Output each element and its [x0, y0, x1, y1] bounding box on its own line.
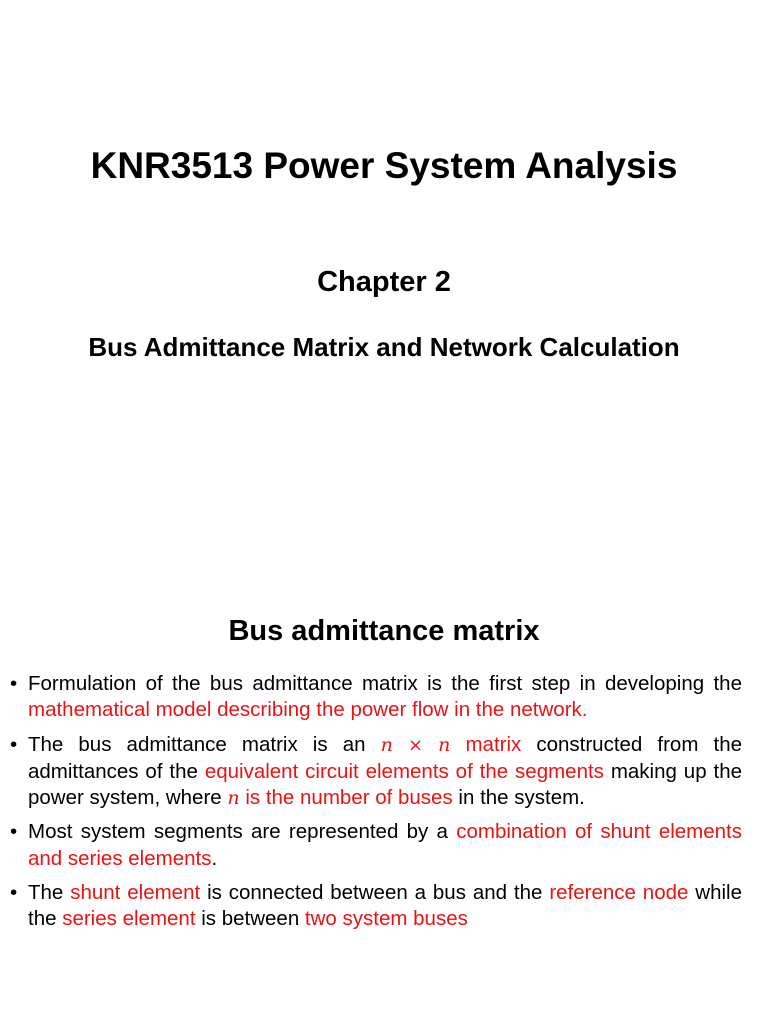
math-variable-n: n: [438, 733, 451, 756]
math-variable-n: n: [380, 733, 393, 756]
highlighted-text: equivalent circuit elements of the segments: [204, 759, 604, 783]
times-operator: ×: [407, 734, 424, 756]
bullet-text: is connected between a bus and the: [200, 881, 550, 905]
bullet-text: The: [28, 881, 71, 905]
bullet-item: [10, 732, 742, 812]
math-expression: [381, 733, 451, 756]
highlighted-text: shunt element: [70, 881, 201, 905]
bullet-list: [10, 671, 742, 941]
highlighted-text: series element: [62, 907, 196, 931]
section-heading: Bus admittance matrix: [228, 615, 540, 647]
bullet-text: while the: [28, 881, 743, 931]
course-title: KNR3513 Power System Analysis: [90, 145, 678, 186]
bullet-text: The bus admittance matrix is an: [28, 732, 381, 756]
bullet-icon: •: [10, 732, 18, 756]
bullet-text: in the system.: [452, 786, 585, 810]
chapter-title: Bus Admittance Matrix and Network Calculation: [88, 332, 680, 362]
chapter-label: Chapter 2: [317, 266, 451, 298]
math-variable-n: n: [227, 787, 240, 810]
bullet-text: constructed from the admittances of the: [28, 732, 742, 783]
bullet-item: [10, 819, 742, 872]
bullet-text: Formulation of the bus admittance matrix is the first step in developing the: [28, 672, 742, 695]
bullet-icon: •: [10, 820, 18, 844]
bullet-item: [10, 671, 742, 724]
bullet-icon: •: [10, 881, 18, 905]
highlighted-text: is the number of buses: [239, 786, 453, 810]
bullet-text: making up the power system, where: [28, 759, 743, 810]
bullet-text: is between: [195, 907, 305, 931]
content-slide: [0, 560, 768, 1024]
highlighted-text: reference node: [549, 881, 689, 905]
highlighted-text: combination of shunt elements and series elements: [28, 820, 742, 870]
highlighted-text: two system buses: [304, 907, 468, 931]
highlighted-text: mathematical model describing the power flow in the network.: [28, 698, 588, 722]
bullet-text: .: [211, 846, 218, 870]
bullet-text: Most system segments are represented by a: [28, 820, 457, 844]
highlighted-text: matrix: [450, 732, 522, 756]
bullet-item: [10, 880, 742, 933]
bullet-icon: •: [10, 672, 18, 695]
